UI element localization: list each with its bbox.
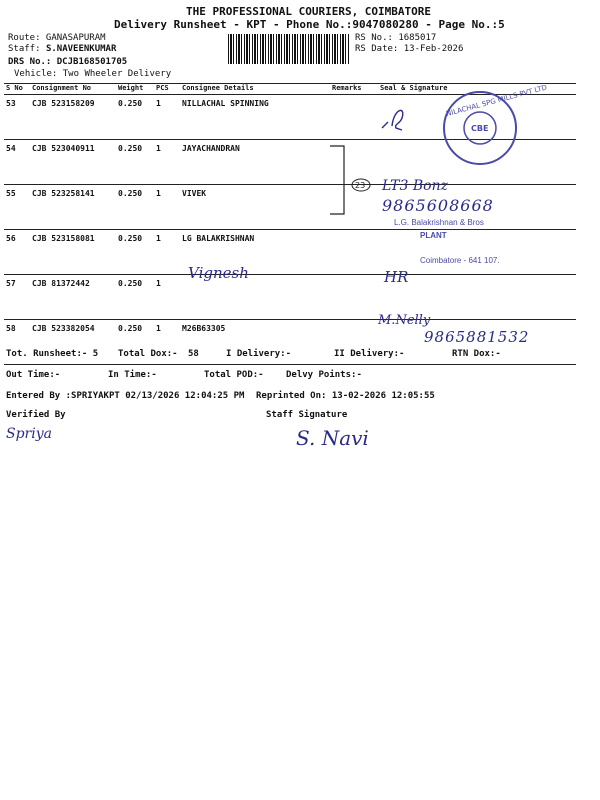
row58-phone: 9865881532 [424, 328, 530, 346]
cell-weight: 0.250 [116, 275, 154, 320]
cell-consignee: VIVEK [180, 185, 330, 230]
remarks-bracket-mark [326, 144, 376, 218]
cell-weight: 0.250 [116, 185, 154, 230]
tot-runsheet: Tot. Runsheet:- 5 [6, 349, 99, 359]
cell-sno: 54 [4, 140, 30, 185]
seal-stamp [440, 83, 548, 168]
total-dox-value: 58 [188, 349, 199, 359]
cell-weight: 0.250 [116, 320, 154, 365]
staff-signature: S. Navi [296, 426, 369, 450]
row58-signature: M.Nelly [378, 313, 431, 328]
row55-signature: LT3 Bonz [382, 178, 448, 194]
row53-signature [378, 98, 418, 138]
cell-weight: 0.250 [116, 95, 154, 140]
delvy-points: Delvy Points:- [286, 370, 362, 380]
seal-center-text: CBE [471, 124, 489, 133]
verified-by-label: Verified By [6, 410, 66, 420]
cell-sno: 53 [4, 95, 30, 140]
cell-consignment: CJB 523158209 [30, 95, 116, 140]
cell-remarks [330, 275, 378, 320]
cell-remarks [330, 95, 378, 140]
staff-line [8, 44, 116, 54]
cell-consignment: CJB 523158081 [30, 230, 116, 275]
cell-pcs: 1 [154, 95, 180, 140]
in-time: In Time:- [108, 370, 157, 380]
col-seal: Seal & Signature [378, 84, 576, 95]
cell-pcs: 1 [154, 185, 180, 230]
cell-pcs: 1 [154, 140, 180, 185]
table-row [4, 230, 576, 275]
out-time: Out Time:- [6, 370, 61, 380]
staff-name: S.NAVEENKUMAR [45, 44, 117, 54]
staff-label: Staff: [8, 44, 41, 54]
vehicle-type: Vehicle: Two Wheeler Delivery [14, 69, 172, 79]
cell-sno: 57 [4, 275, 30, 320]
cell-pcs: 1 [154, 230, 180, 275]
cell-pcs: 1 [154, 275, 180, 320]
i-delivery: I Delivery:- [226, 349, 292, 359]
barcode [228, 34, 350, 64]
cell-consignment: CJB 523258141 [30, 185, 116, 230]
cell-sno: 56 [4, 230, 30, 275]
cell-consignee: LG BALAKRISHNAN [180, 230, 330, 275]
cell-consignee: M26B63305 [180, 320, 330, 365]
cell-consignee: JAYACHANDRAN [180, 140, 330, 185]
row57-signature: HR [384, 268, 409, 286]
company-title: THE PROFESSIONAL COURIERS, COIMBATORE [186, 5, 432, 18]
col-consignment: Consignment No [30, 84, 116, 95]
col-pcs: PCS [154, 84, 180, 95]
row56-stamp-line1: L.G. Balakrishnan & Bros [394, 218, 484, 227]
remarks-mark-text: 23 [355, 181, 366, 190]
seal-ring-text: NILACHAL SPG MILLS PVT LTD [445, 83, 548, 119]
rtn-dox: RTN Dox:- [452, 349, 501, 359]
verified-signature: Spriya [6, 426, 52, 442]
total-pod: Total POD:- [204, 370, 264, 380]
col-weight: Weight [116, 84, 154, 95]
cell-remarks [330, 230, 378, 275]
row56-stamp-line2: PLANT [420, 231, 447, 240]
col-sno: S No [4, 84, 30, 95]
cell-sno: 58 [4, 320, 30, 365]
table-row [4, 275, 576, 320]
col-consignee: Consignee Details [180, 84, 330, 95]
row55-phone: 9865608668 [382, 196, 494, 215]
row56-stamp-line3: Coimbatore - 641 107. [420, 256, 500, 265]
col-remarks: Remarks [330, 84, 378, 95]
total-dox-label: Total Dox:- [118, 349, 178, 359]
ii-delivery: II Delivery:- [334, 349, 405, 359]
cell-pcs: 1 [154, 320, 180, 365]
rs-date: RS Date: 13-Feb-2026 [355, 44, 464, 54]
rs-number: RS No.: 1685017 [355, 33, 437, 43]
drs-number: DRS No.: DCJB168501705 [8, 57, 128, 67]
cell-weight: 0.250 [116, 230, 154, 275]
staff-signature-label: Staff Signature [266, 410, 348, 420]
reprinted-on: Reprinted On: 13-02-2026 12:05:55 [256, 391, 435, 401]
cell-sno: 55 [4, 185, 30, 230]
row57-name: Vignesh [188, 264, 249, 282]
entered-by: Entered By :SPRIYAKPT 02/13/2026 12:04:25 PM [6, 391, 245, 401]
route-label: Route: GANASAPURAM [8, 33, 106, 43]
cell-consignment: CJB 523382054 [30, 320, 116, 365]
runsheet-subtitle: Delivery Runsheet - KPT - Phone No.:9047080280 - Page No.:5 [114, 18, 505, 31]
cell-consignment: CJB 81372442 [30, 275, 116, 320]
cell-consignee: NILLACHAL SPINNING [180, 95, 330, 140]
cell-weight: 0.250 [116, 140, 154, 185]
cell-consignment: CJB 523040911 [30, 140, 116, 185]
